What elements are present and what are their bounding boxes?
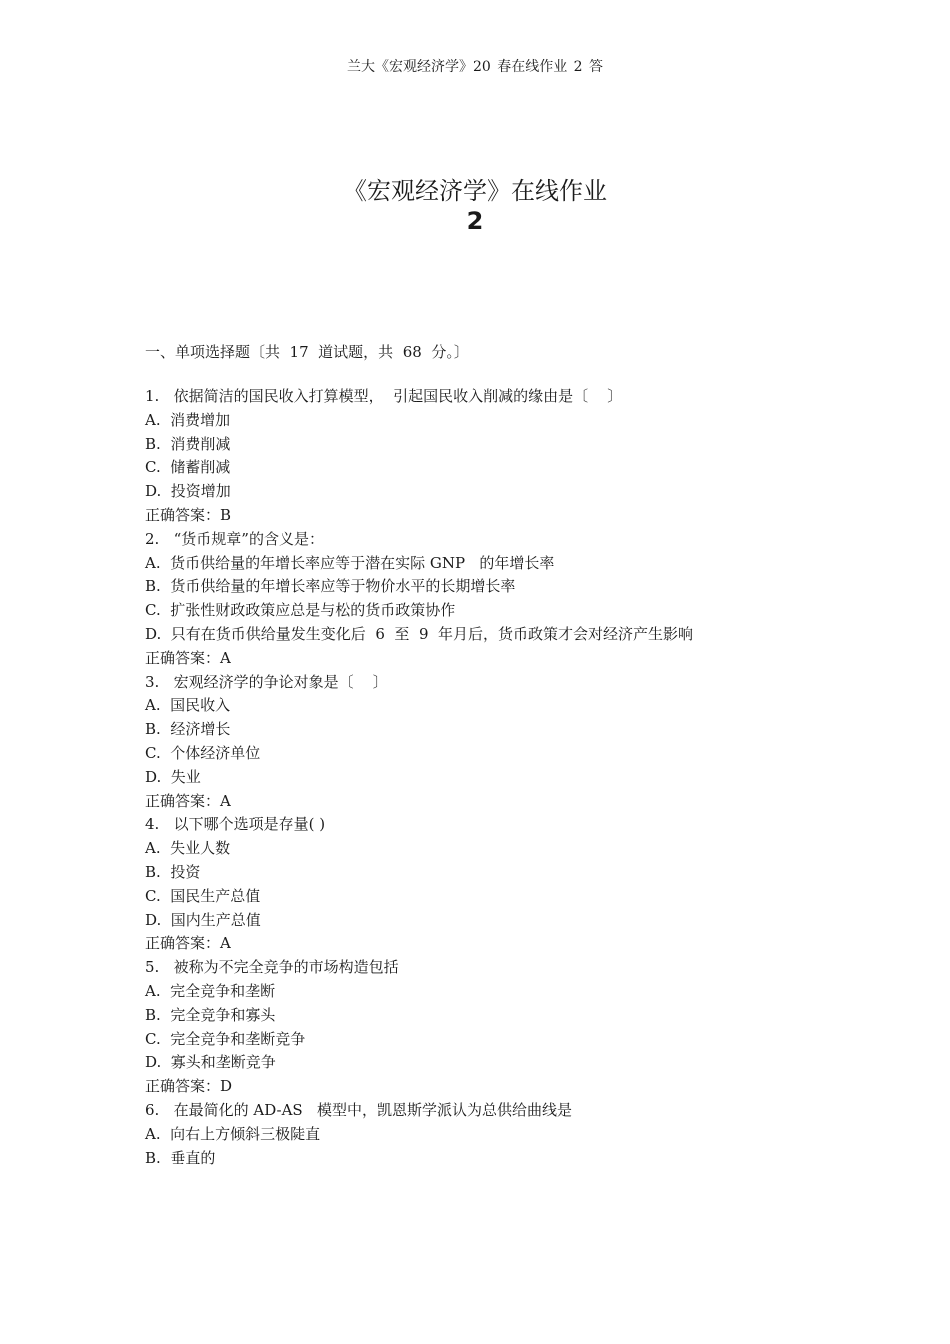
question-option: B. 货币供给量的年增长率应等于物价水平的长期增长率: [145, 577, 516, 596]
question-option: D. 失业: [145, 767, 201, 786]
question-option: A. 国民收入: [145, 696, 231, 715]
document-title-number: 2: [466, 207, 484, 235]
question-option: A. 货币供给量的年增长率应等于潜在实际 GNP 的年增长率: [145, 553, 555, 572]
question-option: A. 向右上方倾斜三极陡直: [145, 1124, 321, 1143]
question-option: C. 储蓄削减: [145, 458, 231, 477]
question-option: B. 垂直的: [145, 1148, 216, 1167]
question-option: A. 失业人数: [145, 839, 231, 858]
question-option: C. 完全竞争和垄断竞争: [145, 1029, 306, 1048]
question-stem: 6. 在最简化的 AD-AS 模型中，凯恩斯学派认为总供给曲线是: [145, 1100, 573, 1119]
question-answer: 正确答案：A: [145, 791, 231, 810]
question-option: C. 扩张性财政政策应总是与松的货币政策协作: [145, 601, 456, 620]
question-option: A. 完全竞争和垄断: [145, 981, 276, 1000]
question-option: B. 经济增长: [145, 720, 231, 739]
question-answer: 正确答案：B: [145, 505, 232, 524]
question-option: D. 只有在货币供给量发生变化后 6 至 9 年月后，货币政策才会对经济产生影响: [145, 624, 694, 643]
section-heading: 一、单项选择题〔共 17 道试题，共 68 分。〕: [145, 343, 469, 361]
question-option: D. 寡头和垄断竞争: [145, 1053, 276, 1072]
question-stem: 2. “货币规章”的含义是：: [145, 529, 324, 548]
question-stem: 3. 宏观经济学的争论对象是〔 〕: [145, 672, 388, 691]
question-option: D. 投资增加: [145, 482, 231, 501]
question-option: A. 消费增加: [145, 410, 231, 429]
question-answer: 正确答案：A: [145, 648, 231, 667]
question-option: B. 消费削减: [145, 434, 231, 453]
document-title-line1: 《宏观经济学》在线作业: [343, 177, 607, 205]
question-option: B. 完全竞争和寡头: [145, 1005, 276, 1024]
question-option: B. 投资: [145, 862, 201, 881]
question-answer: 正确答案：D: [145, 1077, 233, 1096]
question-option: D. 国内生产总值: [145, 910, 261, 929]
question-stem: 1. 依据简洁的国民收入打算模型， 引起国民收入削减的缘由是〔 〕: [145, 387, 623, 405]
question-answer: 正确答案：A: [145, 934, 231, 953]
question-option: C. 国民生产总值: [145, 886, 261, 905]
page-header: 兰大《宏观经济学》20 春在线作业 2 答: [346, 59, 604, 75]
question-option: C. 个体经济单位: [145, 743, 261, 762]
document-title: [0, 176, 950, 236]
question-list: [145, 385, 845, 1170]
question-stem: 4. 以下哪个选项是存量( ): [145, 815, 326, 834]
question-stem: 5. 被称为不完全竞争的市场构造包括: [145, 958, 399, 977]
